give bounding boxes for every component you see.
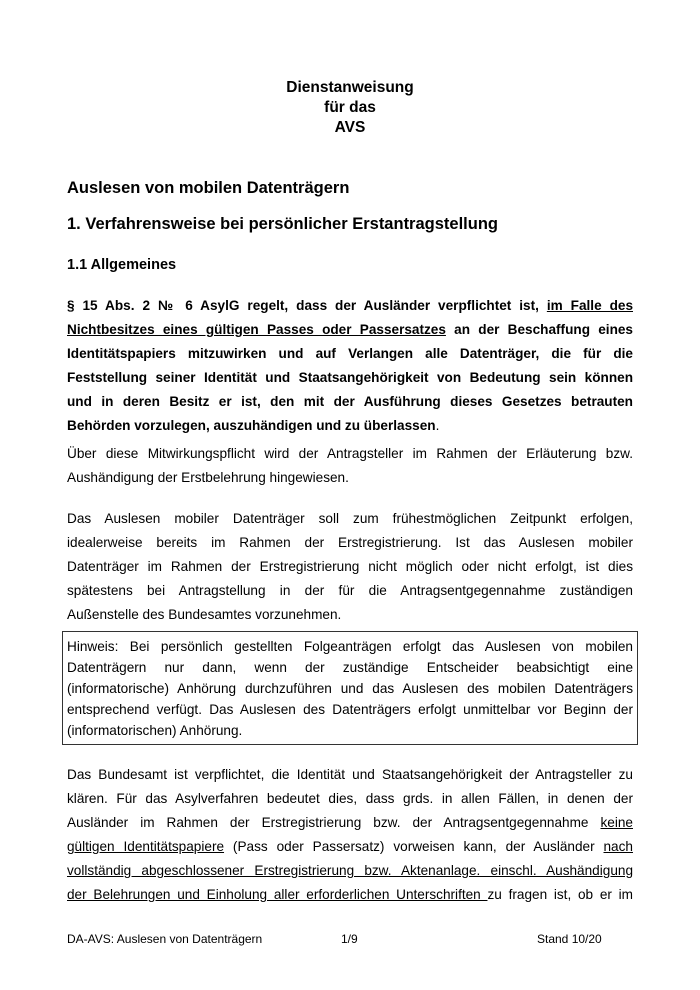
text-line: und in deren Besitz er ist, den mit der Ausführung dieses Gesetzes betrauten (67, 394, 633, 409)
underlined-span: der Belehrungen und Einholung aller erforderlichen Unterschriften (67, 887, 488, 902)
text-line: Außenstelle des Bundesamtes vorzunehmen. (67, 607, 342, 622)
text-line: Datenträgern nur dann, wenn der zuständige Entscheider beabsichtigt eine (67, 660, 633, 675)
section-heading: 1. Verfahrensweise bei persönlicher Erstantragstellung (67, 215, 498, 233)
main-heading: Auslesen von mobilen Datenträgern (67, 179, 350, 197)
hint-box (62, 631, 638, 745)
text-line: Datenträger im Rahmen der Erstregistrierung nicht möglich oder nicht erfolgt, ist dies (67, 559, 633, 574)
paragraph-duty-notice (67, 442, 633, 490)
underlined-span: Nichtbesitzes eines gültigen Passes oder Passersatzes (67, 322, 446, 337)
footer-version: Stand 10/20 (537, 932, 602, 946)
text-line: Über diese Mitwirkungspflicht wird der Antragsteller im Rahmen der Erläuterung bzw. (67, 446, 633, 461)
text-line: spätestens bei Antragstellung in der für die Antragsentgegennahme zuständigen (67, 583, 633, 598)
text-span: zu fragen ist, ob er im (487, 887, 633, 902)
text-line: klären. Für das Asylverfahren bedeutet dies, dass grds. in allen Fällen, in denen der (67, 791, 633, 806)
underlined-span: gültigen Identitätspapiere (67, 839, 225, 854)
text-span: (Pass oder Passersatz) vorweisen kann, der Ausländer (224, 839, 604, 854)
footer-page-number: 1/9 (341, 932, 358, 946)
title-line-3: AVS (334, 119, 366, 136)
text-line: entsprechend verfügt. Das Auslesen des Datenträgers erfolgt unmittelbar vor Beginn der (67, 702, 633, 717)
paragraph-identity-check (67, 763, 633, 907)
underlined-span: im Falle des (546, 298, 633, 313)
text-line: Das Bundesamt ist verpflichtet, die Identität und Staatsangehörigkeit der Antragsteller zu (67, 767, 633, 782)
title-line-2: für das (324, 99, 376, 116)
paragraph-legal-basis (67, 294, 633, 438)
text-line: (informatorische) Anhörung durchzuführen und das Auslesen des mobilen Datenträgers (67, 681, 633, 696)
underlined-span: vollständig abgeschlossener Erstregistrierung bzw. Aktenanlage. einschl. Aushändigung (67, 863, 633, 878)
text-line: Identitätspapiers mitzuwirken und auf Verlangen alle Datenträger, die für die (67, 346, 633, 361)
text-line: Hinweis: Bei persönlich gestellten Folgeanträgen erfolgt das Auslesen von mobilen (67, 639, 633, 654)
text-span: Behörden vorzulegen, auszuhändigen und zu überlassen (67, 418, 436, 433)
text-line: Aushändigung der Erstbelehrung hingewiesen. (67, 470, 349, 485)
paragraph-timing (67, 507, 633, 627)
text-line: idealerweise bereits im Rahmen der Erstregistrierung. Ist das Auslesen mobiler (67, 535, 633, 550)
text-span: . (435, 418, 440, 433)
underlined-span: nach (603, 839, 633, 854)
text-line: (informatorischen) Anhörung. (67, 723, 243, 738)
footer-document-name: DA-AVS: Auslesen von Datenträgern (67, 932, 263, 946)
text-line: Feststellung seiner Identität und Staatsangehörigkeit von Bedeutung sein können (67, 370, 633, 385)
title-line-1: Dienstanweisung (286, 79, 414, 96)
subsection-heading: 1.1 Allgemeines (67, 257, 177, 273)
text-span: Ausländer im Rahmen der Erstregistrierung bzw. der Antragsentgegennahme (67, 815, 601, 830)
text-span: an der Beschaffung eines (445, 322, 633, 337)
underlined-span: keine (600, 815, 633, 830)
text-span: § 15 Abs. 2 № 6 AsylG regelt, dass der Ausländer verpflichtet ist, (67, 298, 547, 313)
document-title (0, 78, 700, 138)
text-line: Das Auslesen mobiler Datenträger soll zum frühestmöglichen Zeitpunkt erfolgen, (67, 511, 633, 526)
